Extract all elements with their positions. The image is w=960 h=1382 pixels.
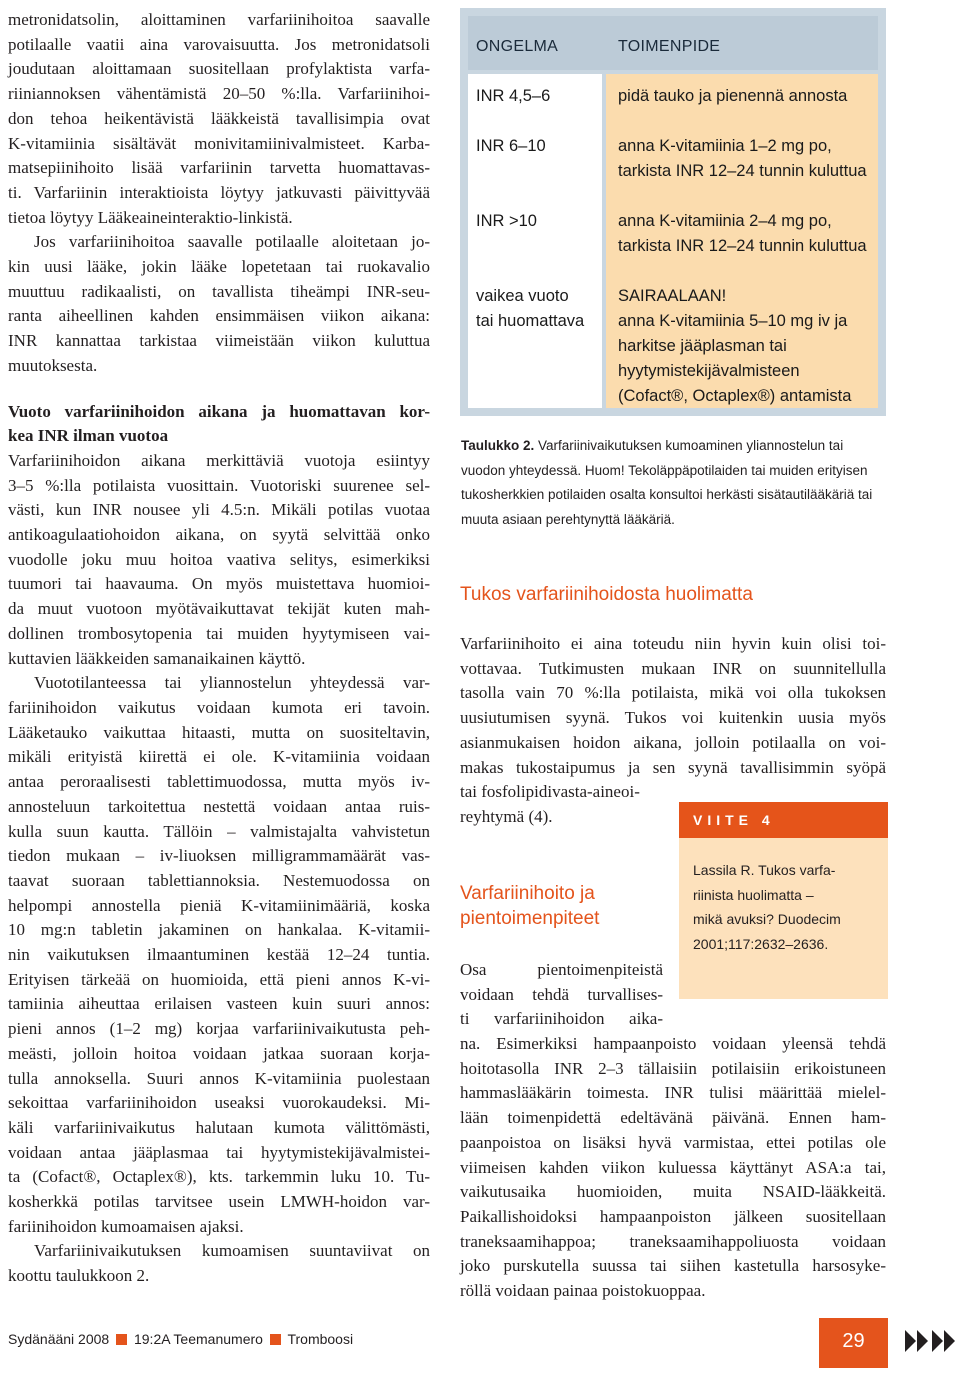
cell-text: hyytymistekijävalmisteen — [618, 362, 800, 380]
text-line: tulla annoksella. Suuri annos K-vitamiinia puolestaan — [8, 1068, 430, 1088]
right-column-paragraph-2 — [460, 1032, 886, 1304]
cell-text: anna K-vitamiinia 2–4 mg po, — [618, 212, 832, 230]
text-line: voidaan tehdä turvallises- — [460, 984, 663, 1004]
cell-text: SAIRAALAAN! — [618, 287, 727, 305]
paragraph-2 — [8, 230, 430, 378]
text-line: tasolla vain 70 %:lla potilaista, mikä voi olla tukoksen — [460, 683, 886, 703]
text-line: traneksaamihappoa; traneksaamihappoliuosta voidaan — [460, 1231, 886, 1251]
column-header-action: TOIMENPIDE — [618, 38, 721, 55]
text-line: vottavaa. Tutkimusten mukaan INR on suunnitellulla — [460, 658, 886, 678]
cell-text: anna K-vitamiinia 5–10 mg iv ja — [618, 312, 848, 330]
page-number: 29 — [842, 1330, 865, 1352]
text-line: Vuototilanteessa tai yliannostelun yhteydessä var- — [34, 673, 430, 693]
text-line: käli varfariinivaikutus halutaan kumota välittömästi, — [8, 1117, 430, 1137]
cell-text: INR 6–10 — [476, 137, 546, 155]
footer-issue: 19:2A Teemanumero — [133, 1331, 263, 1347]
text-line: ti varfariinihoidon aika- — [460, 1009, 663, 1029]
text-line: K-vitamiinia sisältävät monivitamiinivalmisteet. Karba- — [8, 133, 430, 153]
text-line: sekoittaa varfariinihoidon useaksi vuorokaudeksi. Mi- — [8, 1093, 430, 1113]
table-row-4-action — [618, 284, 851, 409]
reference-title: VIITE 4 — [693, 812, 775, 828]
text-line: asianmukaisen hoidon aikana, jolloin potilaalla on voi- — [460, 732, 886, 752]
cell-text: vaikea vuoto — [476, 287, 569, 305]
text-line: Erityisen tärkeää on huomioida, että pieni annos K-vi- — [8, 969, 430, 989]
text-line: mikäli erityistä kiirettä ei ole. K-vitamiinia voidaan — [8, 747, 430, 767]
text-line: riiniannoksen vähentämistä 20–50 %:lla. Varfariinihoi- — [8, 84, 430, 104]
text-line: potilaalle vaatii aina varovaisuutta. Jos metronidatsoli — [8, 34, 430, 54]
text-line: hammaslääkärin toimesta. INR tulisi määrittää mielel- — [460, 1083, 886, 1103]
text-line: muutoksesta. — [8, 355, 98, 375]
text-line: tuumori tai haavauma. On myös muistettava huomioi- — [8, 574, 430, 594]
text-line: tamiinia aiheuttaa erilaisen vasteen kuin suuri annos: — [8, 994, 430, 1014]
text-line: INR kannattaa tarkistaa viimeistään viikon kuluttua — [8, 331, 430, 351]
text-line: joko purskutella suussa tai siihen kastetulla harsosyke- — [460, 1256, 886, 1276]
section-heading-pientoimenpiteet — [460, 881, 599, 931]
text-line: antaa peroraalisesti tablettimuodossa, mutta myös iv- — [8, 772, 430, 792]
text-line: makas tukostaipumus ja sen syynä tavallisimmin syöpä — [460, 757, 886, 777]
heading-line: pientoimenpiteet — [460, 908, 600, 929]
heading-line: kea INR ilman vuotoa — [8, 426, 169, 446]
section-heading — [8, 400, 430, 449]
reference-line: mikä avuksi? Duodecim — [693, 911, 841, 927]
text-line: ta (Cofact®, Octaplex®), kts. tarkemmin luku 10. Tu- — [8, 1167, 430, 1187]
text-line: metronidatsolin, aloittaminen varfariinihoitoa saavalle — [8, 10, 430, 29]
next-page-arrows-icon — [905, 1330, 955, 1352]
text-line: koottu taulukkoon 2. — [8, 1266, 150, 1286]
paragraph-1 — [8, 8, 430, 230]
table-row-1-problem — [476, 84, 550, 109]
text-line: matsepiinihoito lisää varfariinin tarvetta huomattavas- — [8, 158, 430, 178]
column-header-problem: ONGELMA — [476, 38, 559, 55]
text-line: Osa pientoimenpiteistä — [460, 960, 663, 979]
right-column-paragraph-1 — [460, 632, 886, 830]
table-row-4-problem — [476, 284, 584, 334]
text-line: joudutaan aloittamaan suositellaan profylaktista varfa- — [8, 59, 430, 79]
text-line: tai fosfolipidivasta-aineoi- — [460, 782, 640, 802]
text-line: Lääketauko vaikuttaa hitaasti, mutta on suositeltavin, — [8, 722, 430, 742]
caption-line: tukosherkkien potilaiden osalta konsultoi herkästi sisätautilääkäriä tai — [461, 487, 873, 502]
caption-line — [461, 434, 887, 459]
reference-box — [679, 802, 888, 999]
problem-column — [468, 74, 602, 408]
text-line: ranta aiheellinen kahden ensimmäisen viikon aikana: — [8, 306, 430, 326]
text-line: antikoagulaatiohoidon aikana, on syytä selvittää onko — [8, 525, 430, 545]
text-line: da muut vuotoon myötävaikuttavat tekijät kuten mah- — [8, 599, 430, 619]
cell-text: tarkista INR 12–24 tunnin kuluttua — [618, 162, 867, 180]
caption-text: Varfariinivaikutuksen kumoaminen yliannostelun tai — [534, 438, 844, 453]
text-line: na. Esimerkiksi hampaanpoisto voidaan yleensä tehdä — [460, 1034, 886, 1053]
paragraph-5 — [8, 1239, 430, 1288]
text-line: kulla suun kautta. Tällöin – valmistajalta vahvistetun — [8, 821, 430, 841]
reference-line: riinista huolimatta – — [693, 886, 814, 903]
text-line: kin uusi lääke, jokin lääke lopetetaan tai ruokavalio — [8, 257, 430, 277]
caption-label: Taulukko 2. — [461, 438, 535, 453]
text-line: 3–5 %:lla potilaista vuosittain. Vuotoriski suurenee sel- — [8, 475, 430, 495]
heading-line: Varfariinihoito ja — [460, 883, 595, 904]
text-line: annosteluun tarkoitettua nestettä voidaan antaa ruis- — [8, 796, 430, 816]
text-line: 10 mg:n tabletin jakaminen on hankalaa. K-vitamii- — [8, 920, 430, 940]
text-line: taavat suoraan tablettiannoksia. Nestemuodossa on — [8, 870, 430, 890]
text-line: Varfariinivaikutuksen kumoamisen suuntaviivat on — [34, 1241, 430, 1261]
text-line: tiedon mukaan – iv-liuoksen milligrammamäärät vas- — [8, 846, 430, 866]
text-line: don tehoa heikentävistä lääkkeistä tavallisimpia ovat — [8, 108, 430, 128]
text-line: Varfariinihoidon aikana merkittäviä vuotoja esiintyy — [8, 450, 430, 470]
text-line: nin vaikutuksen ilmaantuminen kestää 12–24 tuntia. — [8, 945, 430, 965]
cell-text: harkitse jääplasman tai — [618, 337, 787, 355]
cell-text: (Cofact®, Octaplex®) antamista — [618, 387, 852, 405]
reference-line: Lassila R. Tukos varfa- — [693, 862, 836, 878]
table-row-3-problem — [476, 209, 537, 234]
text-line: muuttuu radikaalisti, on tavallista tiheämpi INR-seu- — [8, 281, 430, 301]
cell-text: tarkista INR 12–24 tunnin kuluttua — [618, 237, 867, 255]
caption-line: muuta asiaan perehtynyttä lääkäriä. — [461, 511, 675, 527]
cell-text: INR 4,5–6 — [476, 87, 551, 105]
page-footer — [8, 1331, 353, 1347]
text-line: kosherkkä potilas tarvitsee usein LMWH-hoidon var- — [8, 1192, 430, 1212]
footer-journal: Sydänääni 2008 — [8, 1331, 110, 1347]
right-column-paragraph-2-start — [460, 958, 663, 1032]
reference-line: 2001;117:2632–2636. — [693, 935, 829, 952]
text-line: meästi, jolloin hoitoa voidaan jatkaa suoraan korja- — [8, 1043, 430, 1063]
left-column — [8, 8, 430, 1289]
table-caption — [461, 434, 887, 532]
text-line: fariinihoidon kumoamaisen ajaksi. — [8, 1216, 244, 1236]
text-line: paanpoistoa on lisäksi hyvä varmistaa, ettei potilas ole — [460, 1132, 886, 1152]
footer-topic: Tromboosi — [287, 1331, 354, 1347]
table-row-1-action — [618, 84, 847, 109]
paragraph-3 — [8, 449, 430, 671]
table-2 — [460, 8, 886, 416]
text-line: Jos varfariinihoitoa saavalle potilaalle aloitetaan jo- — [34, 232, 430, 252]
cell-text: pidä tauko ja pienennä annosta — [618, 87, 848, 105]
reference-text — [693, 858, 841, 956]
text-line: tietoa löytyy Lääkeaineinteraktio-linkistä. — [8, 207, 293, 227]
cell-text: anna K-vitamiinia 1–2 mg po, — [618, 137, 832, 155]
text-line: västi, kun INR nousee yli 4.5:n. Mikäli potilas vuotaa — [8, 500, 430, 520]
text-line: reyhtymä (4). — [460, 806, 553, 826]
text-line: viimeisen kahden viikon kuluessa käyttänyt ASA:a tai, — [460, 1157, 886, 1177]
text-line: lään toimenpidettä edeltävänä päivänä. Ennen ham- — [460, 1108, 886, 1128]
heading-line: Vuoto varfariinihoidon aikana ja huomattavan kor- — [8, 401, 430, 421]
text-line: Paikallishoidoksi hampaanpoiston jälkeen suositellaan — [460, 1206, 886, 1226]
square-bullet-icon — [270, 1334, 281, 1345]
cell-text: INR >10 — [476, 212, 537, 230]
paragraph-4 — [8, 671, 430, 1239]
table-row-2-action — [618, 134, 867, 184]
text-line: pieni annos (1–2 mg) korjaa varfariinivaikutusta peh- — [8, 1019, 430, 1039]
text-line: hoitotasolla INR 2–3 tällaisiin potilaisiin erikoistuneen — [460, 1058, 886, 1078]
section-heading-tukos: Tukos varfariinihoidosta huolimatta — [460, 584, 753, 605]
text-line: helpompi annostella pieniä K-vitamiinimääriä, koska — [8, 895, 430, 915]
text-line: fariinihoidon vaikutus voidaan kumota eri tavoin. — [8, 697, 430, 717]
text-line: vuodolle joku muu hoitoa vaativa selitys, esimerkiksi — [8, 549, 430, 569]
text-line: kuttavien lääkkeiden samanaikainen käyttö. — [8, 648, 306, 668]
reference-title-band — [679, 802, 888, 838]
square-bullet-icon — [116, 1334, 127, 1345]
text-line: Varfariinihoito ei aina toteudu niin hyvin kuin olisi toi- — [460, 634, 886, 653]
table-row-3-action — [618, 209, 867, 259]
text-line: röllä voidaan painaa poistokuoppaa. — [460, 1281, 706, 1301]
caption-line: vuodon yhteydessä. Huom! Tekoläppäpotilaiden tai muiden erityisen — [461, 462, 868, 478]
text-line: vaikutusaika huomioiden, muita NSAID-lääkkeitä. — [460, 1182, 886, 1202]
table-row-2-problem — [476, 134, 546, 159]
text-line: uusiutumisen syynä. Tukos voi kuitenkin uusia myös — [460, 708, 886, 728]
text-line: ti. Varfariinin interaktioista löytyy jatkuvasti päivittyvää — [8, 182, 430, 202]
page-number-box — [819, 1318, 888, 1368]
cell-text: tai huomattava — [476, 312, 585, 330]
text-line: voidaan antaa jääplasmaa tai hyytymistekijävalmistei- — [8, 1142, 430, 1162]
text-line: dollinen trombosytopenia tai muiden hyytymiseen vai- — [8, 623, 430, 643]
